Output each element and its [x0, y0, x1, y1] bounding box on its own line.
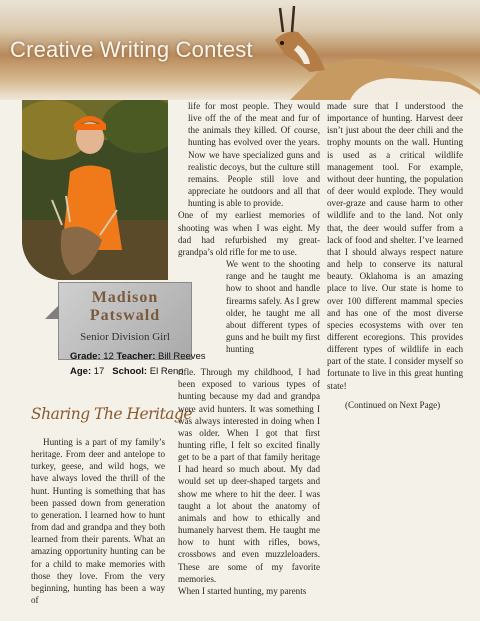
student-photo: [22, 100, 168, 280]
paragraph: Hunting is a part of my family’s heritage. From deer and antelope to turkey, geese, and wild hogs, we have always loved the thrill of the hunt. Hunting is something that has been passed down from generation to generation. I learned how to hunt from dad and grandpa and they both learned from their parents. What an amazing opportunity hunting can be for a child to make memories with those they love. From the very beginning, hunting has been a way of: [31, 437, 165, 606]
school-value: El Reno: [149, 366, 184, 377]
paragraph: When I started hunting, my parents: [178, 585, 307, 596]
age-school-row: Age: 17 School: El Reno: [70, 366, 184, 377]
grade-teacher-row: Grade: 12 Teacher: Bill Reeves: [70, 351, 206, 362]
article-heading: Sharing The Heritage: [31, 405, 193, 423]
continued-note: (Continued on Next Page): [345, 400, 441, 410]
paragraph: We went to the shooting range and he taught me how to shoot and handle firearms safely. As I grew older, he taught me all about different types of guns and he built my first hunting: [226, 259, 320, 355]
paragraph: life for most people. They would live off the of the meat and fur of the animals they killed. Of course, hunting has evolved over the years. Now we have specialized guns and realistic decoys, but the culture still remains. People still love and appreciate he outdoors and all that hunting is able to provide.: [188, 101, 320, 209]
antelope-image: [250, 0, 480, 100]
grade-value: 12: [103, 351, 114, 362]
contest-title: Creative Writing Contest: [10, 37, 253, 62]
age-value: 17: [93, 366, 105, 377]
paragraph: made sure that I understood the importance of hunting. Harvest deer isn’t just about the deer chili and the trophy mounts on the wall. Hunting is used as a critical wildlife management tool. For example, without deer hunting, the population of deer would explode. They would over-graze and cause harm to other wildlife and to the land. Not only that, the deer would suffer from a lack of food and shelter. I’ve learned that I should always respect nature and help to conserve its natural beauty. Oklahoma is an amazing place to live. Our state is home to over 100 different mammal species and has one of the most diverse species ecosystems with over ten different ecoregions. This provides different types of wildlife in each part of the state. I consider myself so fortunate to live in this great hunting state!: [327, 101, 463, 391]
hunter-photo-image: [22, 100, 168, 280]
header-banner: [0, 0, 480, 100]
student-first-name: Madison: [91, 289, 159, 306]
paragraph: One of my earliest memories of shooting was when I was eight. My dad had refurbished my great-grandpa’s old rifle for me to use.: [178, 210, 320, 257]
article-column-1: [31, 436, 165, 606]
article-column-3: [327, 100, 463, 392]
paragraph: rifle. Through my childhood, I had been exposed to various types of hunting because my dad and grandpa were avid hunters. It was something I was always interested in doing when I was older. When I got that first hunting rifle, I felt so excited finally get to be a part of that family heritage I had heard so much about. My dad would set up deer-shaped targets and show me where to hit the deer. I was taught a lot about the anatomy of animals and how to ethically and humanely harvest them. He taught me how to hunt with rifles, bows, crossbows and even muzzleloaders. These are some of my favorite memories.: [178, 367, 320, 584]
teacher-value: Bill Reeves: [158, 351, 206, 362]
article-column-2: [178, 100, 320, 597]
student-name-card: [58, 282, 206, 362]
division-label: Senior Division Girl: [80, 331, 170, 343]
student-last-name: Patswald: [89, 307, 161, 324]
